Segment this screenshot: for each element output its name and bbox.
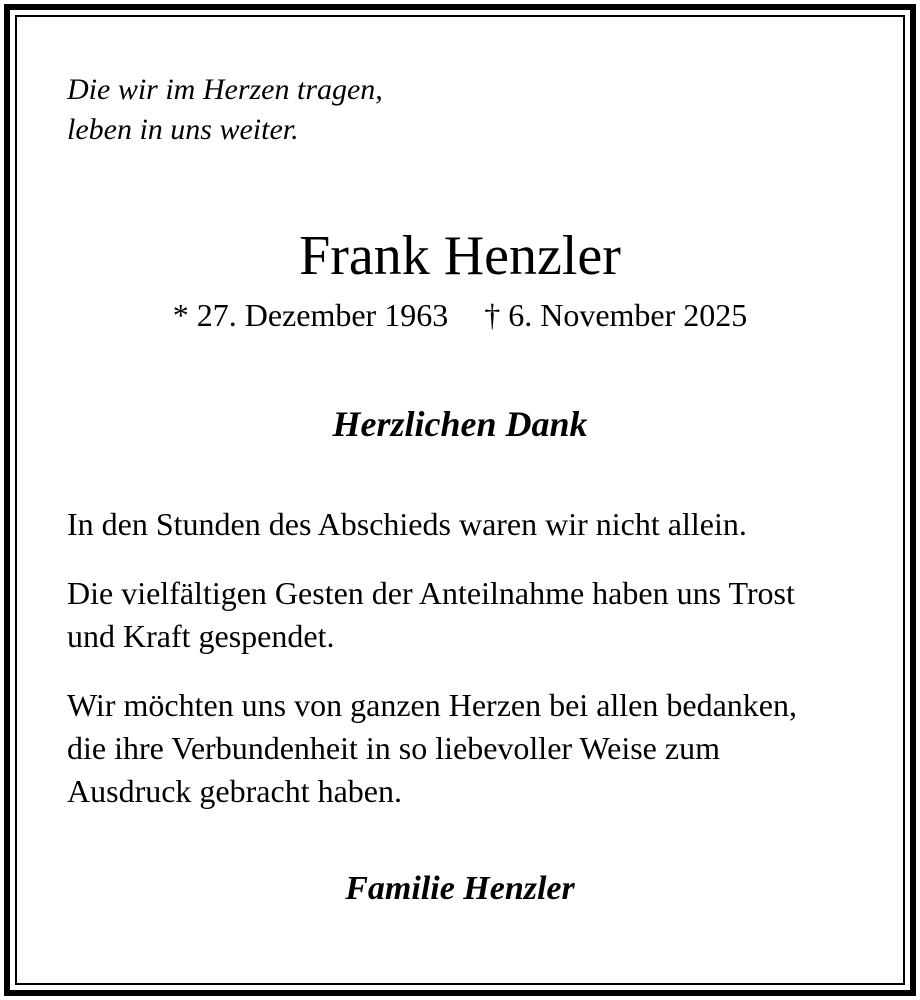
deceased-name: Frank Henzler [299, 225, 621, 287]
life-dates [0, 294, 920, 336]
motto [67, 70, 383, 150]
paragraph-3-line-3: Ausdruck gebracht haben. [67, 773, 402, 809]
paragraph-3-line-2: die ihre Verbundenheit in so liebevoller Weise zum [67, 730, 720, 766]
paragraph-1 [67, 503, 747, 546]
paragraph-3-line-1: Wir möchten uns von ganzen Herzen bei allen bedanken, [67, 687, 797, 723]
paragraph-2 [67, 572, 795, 658]
thanks-heading: Herzlichen Dank [332, 404, 588, 444]
motto-line-1: Die wir im Herzen tragen, [67, 73, 383, 106]
signature: Familie Henzler [345, 870, 575, 907]
death-date: † 6. November 2025 [484, 297, 748, 333]
motto-line-2: leben in uns weiter. [67, 113, 299, 146]
inner-border [15, 15, 905, 985]
paragraph-1-line-1: In den Stunden des Abschieds waren wir nicht allein. [67, 506, 747, 542]
paragraph-2-line-2: und Kraft gespendet. [67, 618, 335, 654]
paragraph-3 [67, 684, 797, 813]
birth-date: * 27. Dezember 1963 [172, 297, 449, 333]
paragraph-2-line-1: Die vielfältigen Gesten der Anteilnahme haben uns Trost [67, 575, 795, 611]
